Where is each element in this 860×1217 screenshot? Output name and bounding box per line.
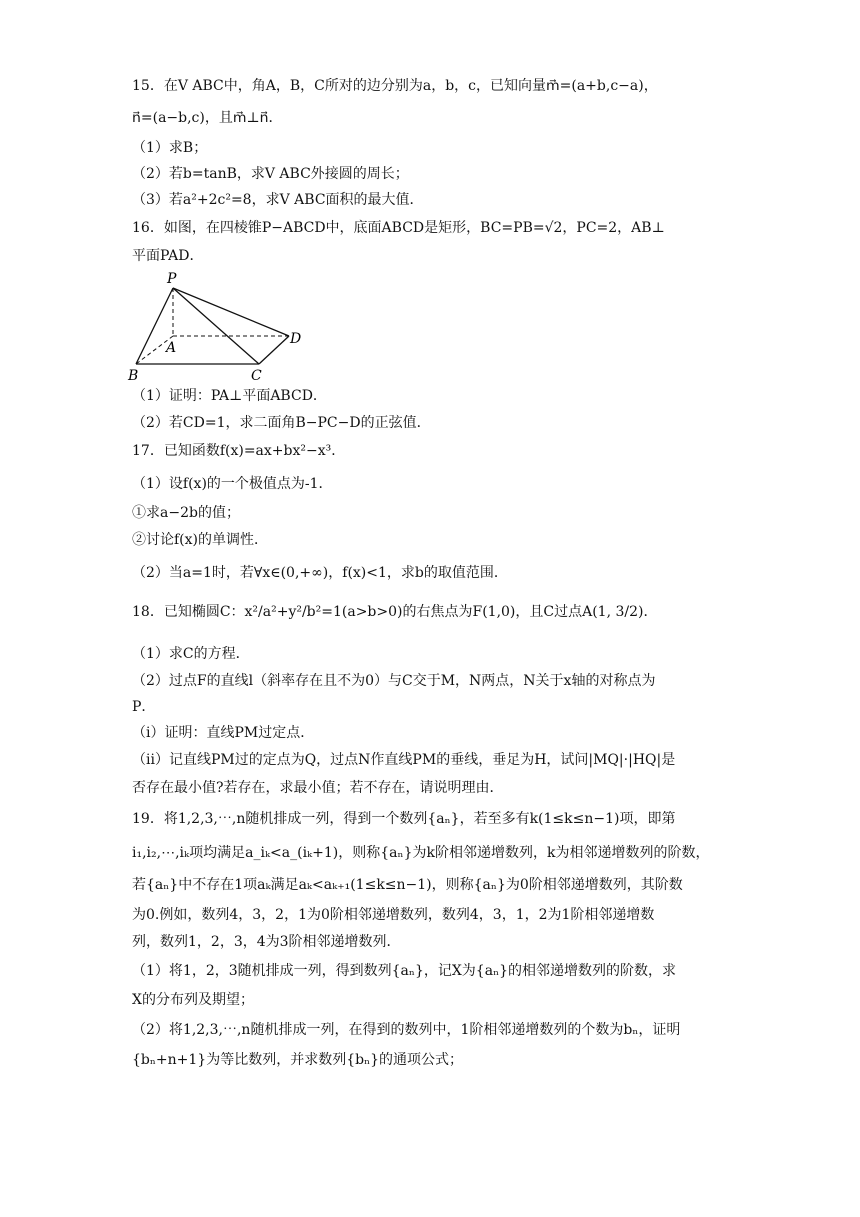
vertex-label-c: C (251, 368, 262, 384)
q19-line-5: 列，数列1，2，3，4为3阶相邻递增数列． (132, 934, 401, 950)
vertex-label-a: A (166, 340, 177, 356)
q19-part-1-line-2: X的分布列及期望； (132, 992, 254, 1008)
q17-part-1-sub-2: ②讨论f(x)的单调性． (132, 532, 269, 548)
q15-part-3: （3）若a²+2c²=8，求V ABC面积的最大值． (132, 192, 424, 208)
q19-line-1: 19．将1,2,3,⋯,n随机排成一列，得到一个数列{aₙ}，若至多有k(1≤k≤n−1)项，即第 (132, 811, 676, 827)
q16-line-2: 平面PAD． (132, 248, 204, 264)
q15-line-1: 15．在V ABC中，角A，B，C所对的边分别为a，b，c，已知向量m⃗=(a+b,c−a)， (132, 78, 658, 94)
q18-part-2-ii-line-1: （ii）记直线PM过的定点为Q，过点N作直线PM的垂线，垂足为H，试问|MQ|·|HQ|是 (132, 752, 676, 768)
q19-line-3: 若{aₙ}中不存在1项aₖ满足aₖ<aₖ₊₁(1≤k≤n−1)，则称{aₙ}为0阶相邻递增数列，其阶数 (132, 877, 683, 893)
q19-part-2-line-2: {bₙ+n+1}为等比数列，并求数列{bₙ}的通项公式； (132, 1052, 464, 1068)
vertex-label-d: D (290, 331, 302, 347)
q18-line-1: 18．已知椭圆C：x²/a²+y²/b²=1(a>b>0)的右焦点为F(1,0)，且C过点A(1, 3/2)． (132, 604, 658, 620)
q17-part-1: （1）设f(x)的一个极值点为-1． (132, 476, 333, 492)
q17-part-2: （2）当a=1时，若∀x∈(0,+∞)，f(x)<1，求b的取值范围． (132, 565, 508, 581)
q15-part-2: （2）若b=tanB，求V ABC外接圆的周长； (132, 166, 409, 182)
q17-line-1: 17．已知函数f(x)=ax+bx²−x³． (132, 443, 346, 459)
q17-part-1-sub-1: ①求a−2b的值； (132, 505, 240, 521)
q16-line-1: 16．如图，在四棱锥P−ABCD中，底面ABCD是矩形，BC=PB=√2，PC=2，AB⊥ (132, 220, 665, 236)
q15-part-1: （1）求B； (132, 140, 208, 156)
q18-part-2-i: （i）证明：直线PM过定点． (132, 725, 315, 741)
q18-part-2-ii-line-2: 否存在最小值?若存在，求最小值；若不存在，请说明理由． (132, 780, 504, 796)
q15-line-2: n⃗=(a−b,c)，且m⃗⊥n⃗． (132, 110, 283, 126)
q19-part-2-line-1: （2）将1,2,3,⋯,n随机排成一列，在得到的数列中，1阶相邻递增数列的个数为bₙ，证明 (132, 1022, 681, 1038)
pyramid-diagram (126, 268, 326, 384)
vertex-label-p: P (167, 271, 177, 287)
q18-part-2-line-2: P． (132, 699, 156, 715)
q19-line-2: i₁,i₂,⋯,iₖ项均满足a_iₖ<a_(iₖ+1)，则称{aₙ}为k阶相邻递增数列，k为相邻递增数列的阶数， (132, 845, 710, 861)
q19-line-4: 为0.例如，数列4，3，2，1为0阶相邻递增数列，数列4，3，1，2为1阶相邻递增数 (132, 907, 655, 923)
vertex-label-b: B (128, 368, 139, 384)
q16-part-2: （2）若CD=1，求二面角B−PC−D的正弦值． (132, 415, 431, 431)
q18-part-1: （1）求C的方程． (132, 646, 250, 662)
q19-part-1-line-1: （1）将1，2，3随机排成一列，得到数列{aₙ}，记X为{aₙ}的相邻递增数列的阶数，求 (132, 963, 677, 979)
pyramid-figure (126, 268, 326, 388)
q18-part-2-line-1: （2）过点F的直线l（斜率存在且不为0）与C交于M，N两点，N关于x轴的对称点为 (132, 673, 656, 689)
q16-part-1: （1）证明：PA⊥平面ABCD． (132, 388, 327, 404)
